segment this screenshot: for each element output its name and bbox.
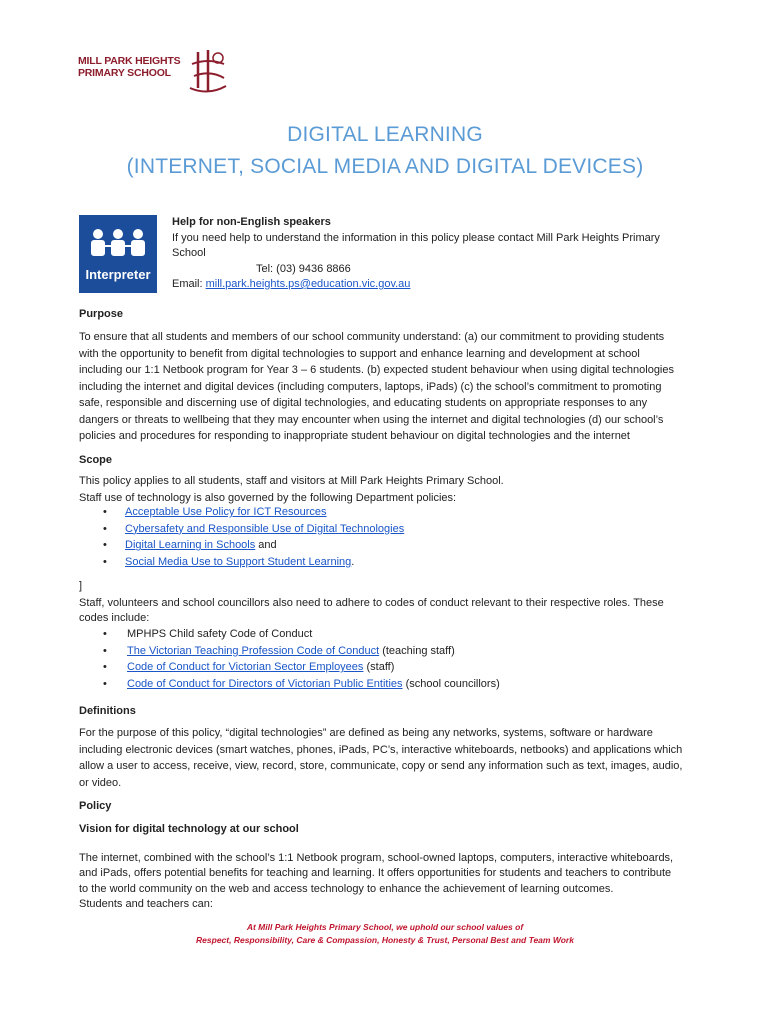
scope-intro	[79, 473, 729, 506]
school-crest-icon	[188, 48, 228, 96]
purpose-line: safe, responsible and discerning use of digital technologies, and educating students on appropriate responses to any	[79, 397, 648, 409]
document-title-line2: (INTERNET, SOCIAL MEDIA AND DIGITAL DEVICES)	[126, 155, 644, 178]
help-text-line1: If you need help to understand the information in this policy please contact Mill Park Heights Primary	[172, 231, 660, 244]
code-link[interactable]: The Victorian Teaching Profession Code of Conduct	[127, 644, 380, 657]
email-label: Email:	[172, 278, 206, 290]
policy-link[interactable]: Acceptable Use Policy for ICT Resources	[125, 506, 327, 518]
help-email-row	[172, 277, 712, 293]
policy-link[interactable]: Cybersafety and Responsible Use of Digital Technologies	[125, 522, 405, 535]
scope-line: This policy applies to all students, staff and visitors at Mill Park Heights Primary School.	[79, 475, 504, 487]
vision-line: Students and teachers can:	[79, 897, 213, 910]
purpose-line: policies and procedures for responding to inappropriate student behaviour on digital technologies and the internet	[79, 430, 630, 442]
conduct-intro	[79, 578, 729, 626]
footer-line2: Respect, Responsibility, Care & Compassion, Honesty & Trust, Personal Best and Team Work	[196, 935, 574, 945]
school-logo	[78, 48, 228, 96]
purpose-line: with the opportunity to benefit from digital technologies to support and enhance learning and development at school	[79, 347, 640, 360]
interpreter-label: Interpreter	[85, 267, 151, 282]
definitions-line: including electronic devices (smart watches, phones, iPads, PC’s, interactive whiteboards, netbooks) and applications which	[79, 743, 683, 756]
help-text-line2: School	[172, 247, 206, 259]
help-heading: Help for non-English speakers	[172, 216, 331, 228]
policy-link[interactable]: Social Media Use to Support Student Learning	[125, 556, 352, 569]
policy-link[interactable]: Digital Learning in Schools	[125, 539, 256, 552]
vision-subheading: Vision for digital technology at our school	[79, 823, 299, 835]
interpreter-icon	[79, 215, 157, 293]
vision-paragraph	[79, 851, 729, 912]
vision-line: to the world community on the web and access technology to enhance the achievement of learning outcomes.	[79, 882, 614, 895]
scope-heading: Scope	[79, 454, 113, 466]
conduct-line: codes include:	[79, 611, 150, 624]
school-name-line1: MILL PARK HEIGHTS	[78, 55, 181, 67]
conduct-line: Staff, volunteers and school councillors also need to adhere to codes of conduct relevant to their respective roles. These	[79, 596, 664, 609]
definitions-heading: Definitions	[79, 705, 136, 717]
purpose-line: dangers or threats to wellbeing that they may encounter when using the internet and digital technologies (d) our school’s	[79, 413, 664, 426]
email-link[interactable]: mill.park.heights.ps@education.vic.gov.au	[205, 278, 411, 290]
document-title-line1: DIGITAL LEARNING	[287, 123, 483, 146]
code-link[interactable]: Code of Conduct for Directors of Victorian Public Entities	[127, 678, 403, 691]
vision-line: The internet, combined with the school’s 1:1 Netbook program, school-owned laptops, computers, interactive whiteboards,	[79, 852, 674, 864]
definitions-paragraph	[79, 725, 729, 791]
policy-heading: Policy	[79, 800, 112, 812]
definitions-line: allow a user to access, receive, view, record, store, communicate, copy or send any information such as text, images, audio,	[79, 760, 683, 772]
purpose-paragraph	[79, 329, 729, 445]
interpreter-help	[172, 215, 712, 293]
definitions-line: or video.	[79, 776, 122, 789]
purpose-line: including our 1:1 Netbook program for Year 3 – 6 students. (b) expected student behaviour when using digital technologies	[79, 364, 674, 376]
footer-line1: At Mill Park Heights Primary School, we uphold our school values of	[246, 922, 524, 932]
code-link[interactable]: Code of Conduct for Victorian Sector Employees	[127, 661, 364, 674]
school-name-line2: PRIMARY SCHOOL	[78, 67, 171, 79]
purpose-heading: Purpose	[79, 308, 124, 320]
purpose-line: including the internet and digital devices (including computers, laptops, iPads) (c) the school’s commitment to promoting	[79, 380, 662, 393]
scope-line: Staff use of technology is also governed by the following Department policies:	[79, 491, 457, 504]
definitions-line: For the purpose of this policy, “digital technologies” are defined as being any networks, systems, software or hardware	[79, 727, 653, 739]
vision-line: and iPads, offers potential benefits for teaching and learning. It offers opportunities for students and teachers to contribute	[79, 867, 672, 880]
help-telephone: Tel: (03) 9436 8866	[256, 262, 351, 275]
purpose-line: To ensure that all students and members of our school community understand: (a) our commitment to providing students	[79, 331, 665, 343]
bracket-text: ]	[79, 580, 83, 592]
people-icon	[88, 228, 148, 258]
